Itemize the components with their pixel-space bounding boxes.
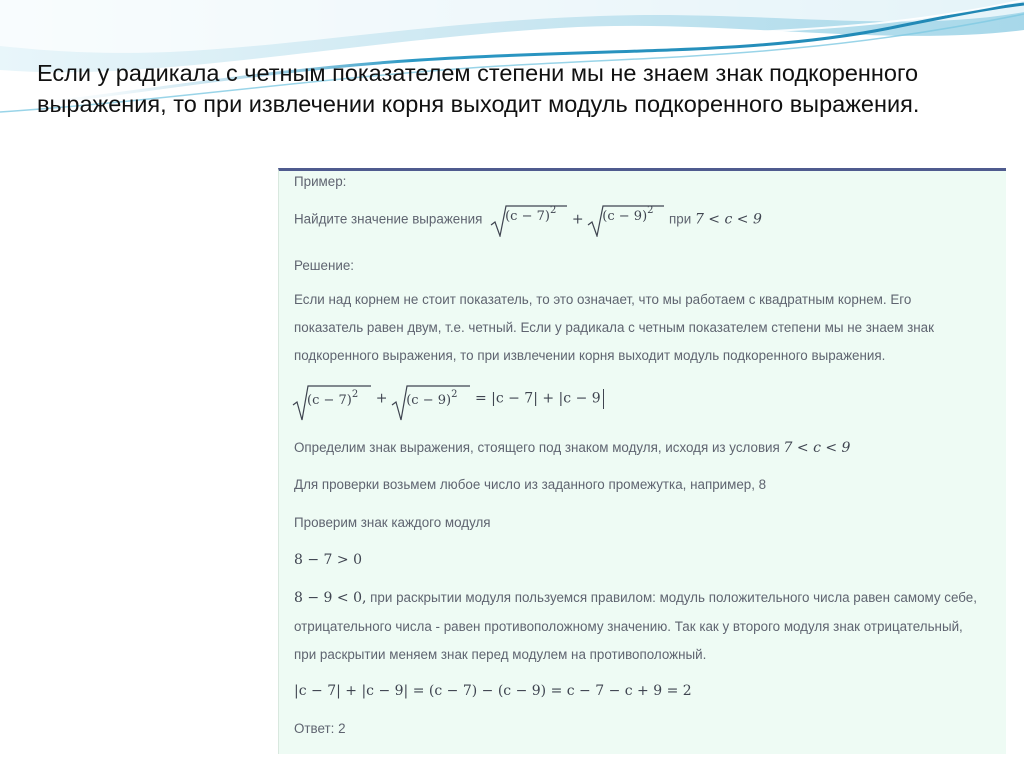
inequality-positive: 8 − 7 > 0: [294, 552, 362, 568]
radical-sign-icon: [292, 377, 372, 421]
sqrt-expression-a: $(c - 7)^2$: [490, 203, 568, 237]
rule-line1: 8 − 9 < 0, при раскрытии модуля пользуемся правилом: модуль положительного числа равен самому себе,: [294, 590, 977, 606]
radical-sign-icon: [490, 203, 568, 237]
radical-sign-icon: [587, 203, 665, 237]
equation-sqrt-to-modulus: $(c - 7)^2$ + $(c - 9)^2 = |c - 7| + |c - 9$: [292, 377, 604, 421]
slide-heading: Если у радикала с четным показателем степени мы не знаем знак подкоренного выражения, то при извлечении корня выходит модуль подкоренного выражения.: [37, 60, 920, 117]
answer: Ответ: 2: [294, 721, 346, 736]
example-label: Пример:: [294, 174, 347, 189]
sqrt-expression-b: $(c - 9)^2$: [587, 203, 665, 237]
rule-line3: при раскрытии меняем знак перед модулем на противоположный.: [294, 647, 707, 662]
solution-label: Решение:: [294, 258, 355, 273]
radical-sign-icon: [391, 377, 471, 421]
check-line: Для проверки возьмем любое число из заданного промежутка, например, 8: [294, 477, 767, 492]
check-each-line: Проверим знак каждого модуля: [294, 515, 491, 530]
rule-line2: отрицательного числа - равен противоположному значению. Так как у второго модуля знак отрицательный,: [294, 619, 963, 634]
para1-line2: показатель равен двум, т.е. четный. Если у радикала с четным показателем степени мы не знаем знак: [294, 320, 934, 335]
final-equation: |c − 7| + |c − 9| = (c − 7) − (c − 9) = c − 7 − c + 9 = 2: [294, 683, 692, 699]
task-text: Найдите значение выражения: [294, 211, 483, 227]
sqrt-expression-a: $(c - 7)^2$: [292, 377, 372, 421]
task-line: Найдите значение выражения $(c - 7)^2$ + $(c - 9)^2$ при 7 < c < 9: [294, 203, 762, 237]
para1-line1: Если над корнем не стоит показатель, то это означает, что мы работаем с квадратным корнем. Его: [294, 292, 912, 307]
example-panel: [278, 168, 1006, 754]
modulus-bar: [603, 389, 604, 409]
para1-line3: подкоренного выражения, то при извлечении корня выходит модуль подкоренного выражения.: [294, 348, 886, 363]
sqrt-expression-b: $(c - 9)^2$: [391, 377, 471, 421]
define-sign-line: Определим знак выражения, стоящего под знаком модуля, исходя из условия 7 < c < 9: [294, 440, 851, 456]
task-condition: 7 < c < 9: [694, 211, 762, 228]
equation-rhs: = |c − 7| + |c − 9: [474, 390, 601, 407]
